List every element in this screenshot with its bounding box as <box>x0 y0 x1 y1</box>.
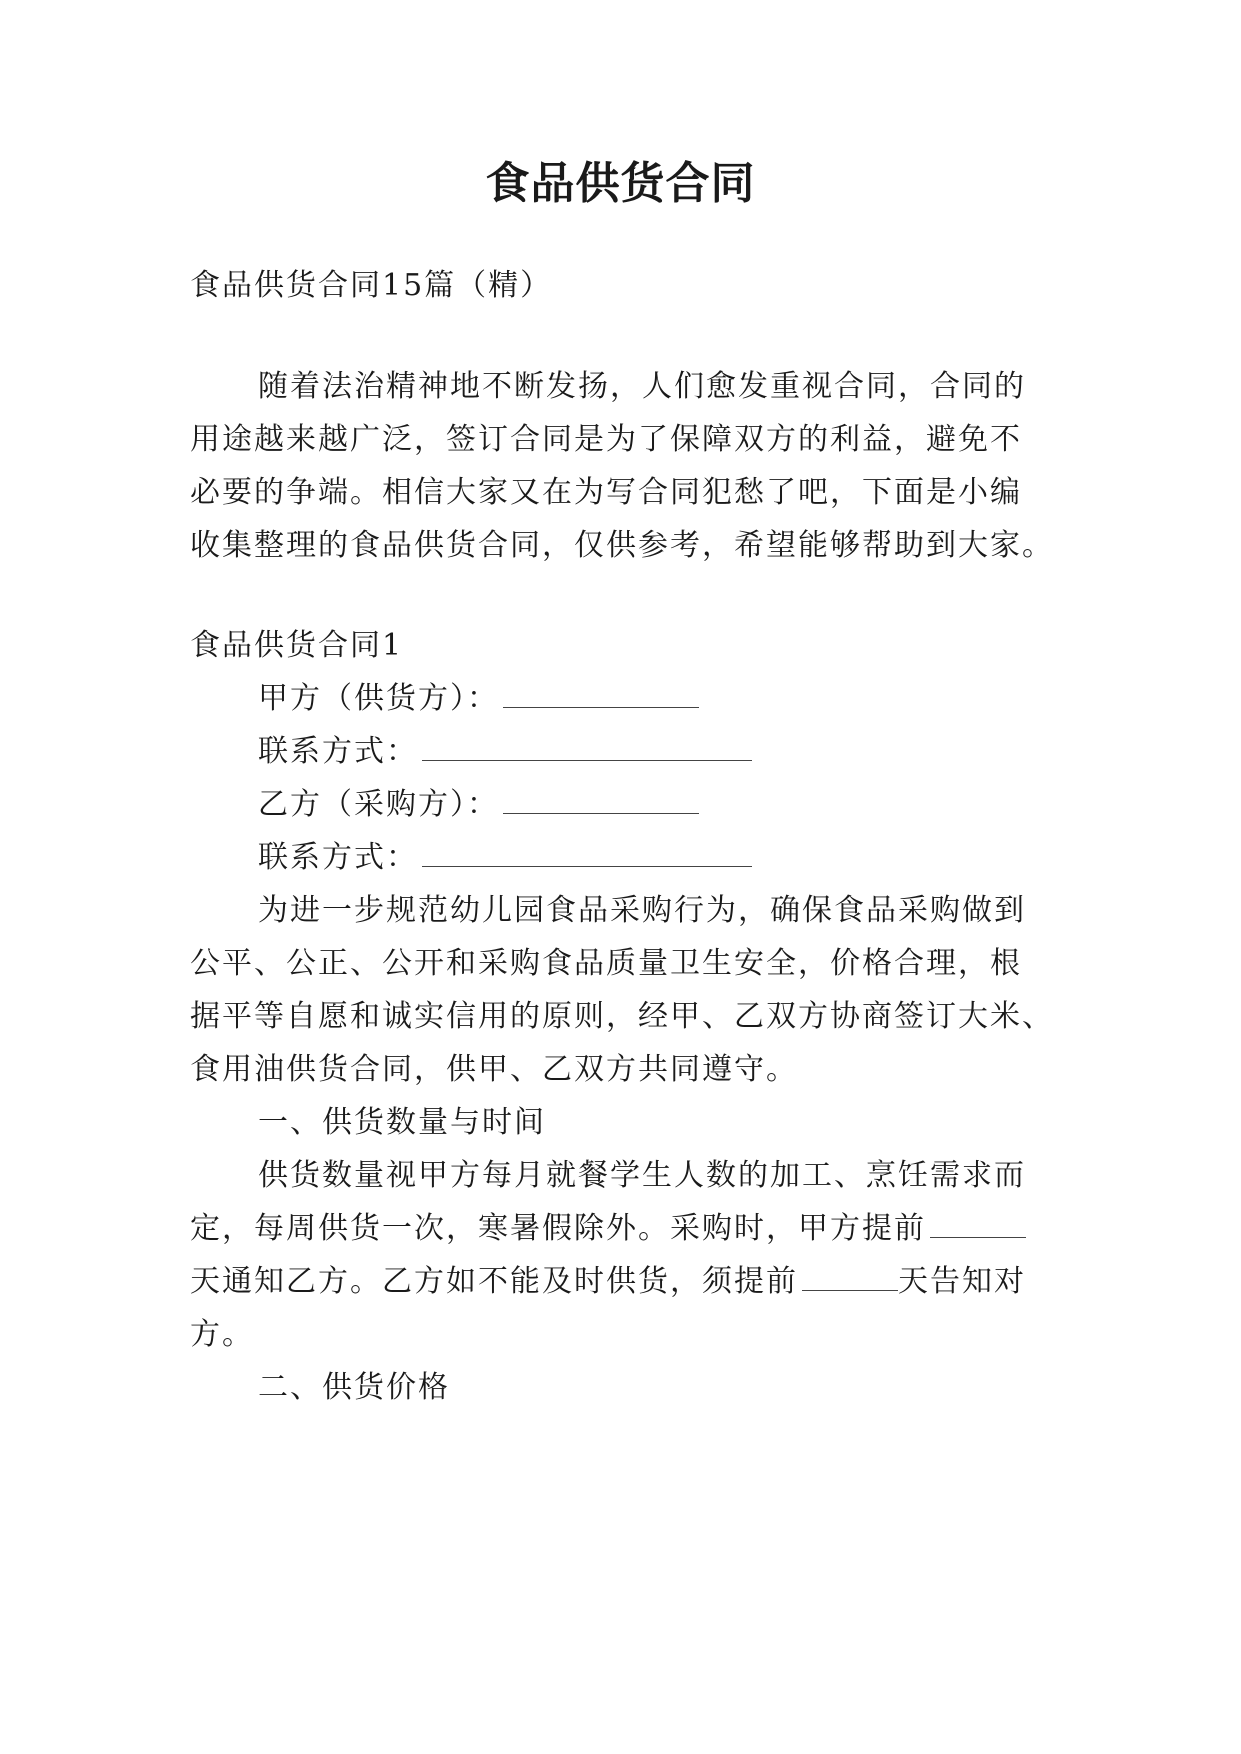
contact-label-1: 联系方式： <box>258 734 418 769</box>
intro-line-1: 随着法治精神地不断发扬，人们愈发重视合同，合同的 <box>258 369 1026 404</box>
contact-blank-1[interactable] <box>422 734 752 761</box>
section1-line-2 <box>190 1209 1060 1249</box>
preamble-line-1: 为进一步规范幼儿园食品采购行为，确保食品采购做到 <box>258 893 1026 928</box>
contact-row-2 <box>258 838 1128 878</box>
section2-heading: 二、供货价格 <box>258 1370 450 1405</box>
party-b-label: 乙方（采购方）： <box>258 787 499 822</box>
section1-line-2-text: 定，每周供货一次，寒暑假除外。采购时，甲方提前 <box>190 1211 926 1246</box>
section1-heading: 一、供货数量与时间 <box>258 1105 546 1140</box>
section1-line-4: 方。 <box>190 1317 254 1352</box>
document-title: 食品供货合同 <box>485 158 756 209</box>
party-a-blank[interactable] <box>503 681 699 708</box>
document-subtitle: 食品供货合同15篇（精） <box>190 268 553 303</box>
preamble-line-3: 据平等自愿和诚实信用的原则，经甲、乙双方协商签订大米、 <box>190 999 1054 1034</box>
party-a-row <box>258 679 1128 719</box>
contact-label-2: 联系方式： <box>258 840 418 875</box>
notice-days-blank[interactable] <box>930 1211 1026 1238</box>
section1-line-3 <box>190 1262 1060 1302</box>
preamble-line-2: 公平、公正、公开和采购食品质量卫生安全，价格合理，根 <box>190 946 1022 981</box>
contact-blank-2[interactable] <box>422 840 752 867</box>
intro-line-2: 用途越来越广泛，签订合同是为了保障双方的利益，避免不 <box>190 422 1022 457</box>
party-a-label: 甲方（供货方）： <box>258 681 499 716</box>
contract-heading: 食品供货合同1 <box>190 628 404 663</box>
section1-line-3-b: 天告知对 <box>898 1264 1026 1299</box>
party-b-row <box>258 785 1128 825</box>
section1-line-1: 供货数量视甲方每月就餐学生人数的加工、烹饪需求而 <box>258 1158 1026 1193</box>
intro-line-4: 收集整理的食品供货合同，仅供参考，希望能够帮助到大家。 <box>190 528 1054 563</box>
intro-line-3: 必要的争端。相信大家又在为写合同犯愁了吧，下面是小编 <box>190 475 1022 510</box>
contact-row-1 <box>258 732 1128 772</box>
section1-line-3-a: 天通知乙方。乙方如不能及时供货，须提前 <box>190 1264 798 1299</box>
party-b-blank[interactable] <box>503 787 699 814</box>
preamble-line-4: 食用油供货合同，供甲、乙双方共同遵守。 <box>190 1052 798 1087</box>
advance-days-blank[interactable] <box>802 1264 898 1291</box>
